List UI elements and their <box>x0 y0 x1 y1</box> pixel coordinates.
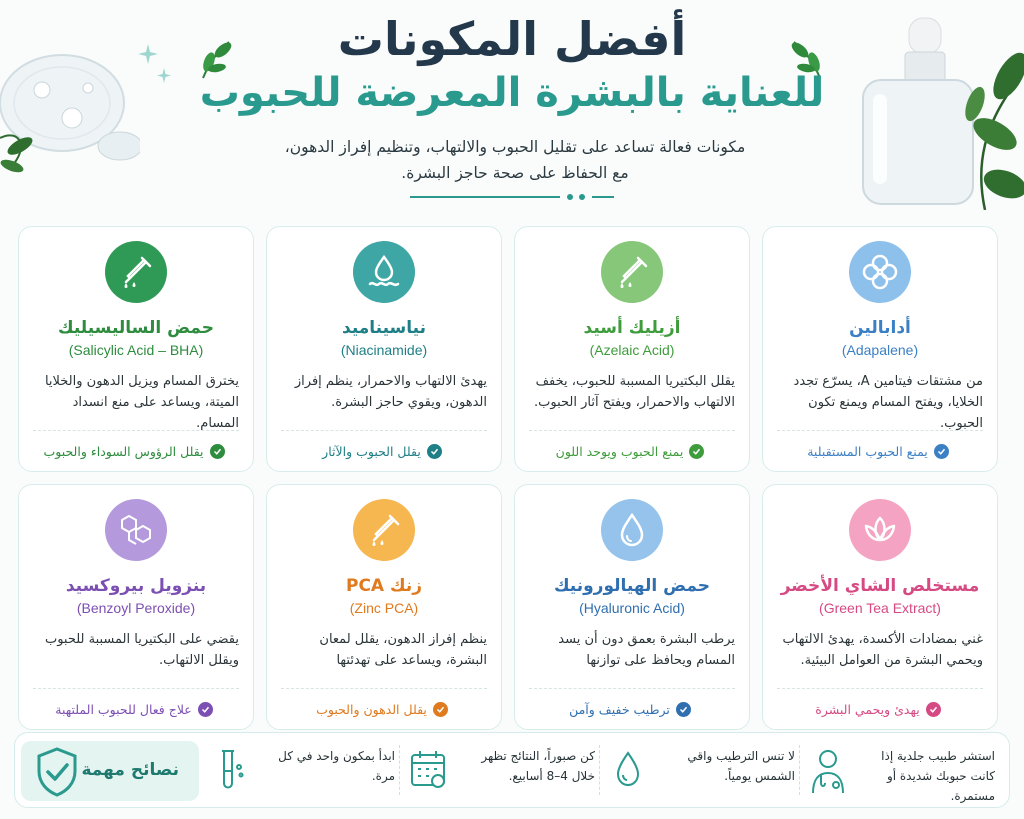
page-title: أفضل المكونات <box>337 12 687 66</box>
ingredient-description: يقضي على البكتيريا المسببة للحبوب ويقلل الالتهاب. <box>44 632 239 668</box>
dropper-icon <box>601 241 663 303</box>
ingredient-card <box>266 226 502 472</box>
check-circle-icon <box>433 702 448 717</box>
benefit-text: يقلل الرؤوس السوداء والحبوب <box>43 444 204 459</box>
tip-item <box>805 743 995 803</box>
title-divider <box>410 193 614 201</box>
test-tube-icon <box>205 743 251 799</box>
page-subtitle-heading: للعناية بالبشرة المعرضة للحبوب <box>199 70 825 116</box>
benefit-text: ترطيب خفيف وآمن <box>569 702 670 717</box>
benefit-text: علاج فعال للحبوب الملتهبة <box>55 702 192 717</box>
tips-badge <box>21 741 199 801</box>
ingredient-name: مستخلص الشاي الأخضر <box>780 576 980 596</box>
intro-text <box>250 134 780 186</box>
check-circle-icon <box>689 444 704 459</box>
ingredient-name-en: (Adapalene) <box>841 342 919 358</box>
ingredient-name-en: (Benzoyl Peroxide) <box>76 600 196 616</box>
tip-text: لا تنس الترطيب واقي الشمس يومياً. <box>687 749 795 783</box>
tip-text: ابدأ بمكون واحد في كل مرة. <box>278 749 395 783</box>
benefit <box>773 444 983 459</box>
check-circle-icon <box>926 702 941 717</box>
lotus-icon <box>849 499 911 561</box>
ingredient-name: حمض الهيالورونيك <box>553 576 711 596</box>
intro-line: مع الحفاظ على صحة حاجز البشرة. <box>401 164 629 182</box>
ingredient-name: أدابالين <box>849 318 911 338</box>
dropper-icon <box>105 241 167 303</box>
ingredient-description: غني بمضادات الأكسدة، يهدئ الالتهاب ويحمي البشرة من العوامل البيئية. <box>782 632 983 668</box>
check-circle-icon <box>427 444 442 459</box>
ingredient-name-en: (Salicylic Acid – BHA) <box>68 342 204 358</box>
benefit <box>277 444 487 459</box>
tip-divider <box>799 745 800 795</box>
ingredient-description: من مشتقات فيتامين A، يسرّع تجدد الخلايا، ويفتح المسام ويمنع تكون الحبوب. <box>793 374 983 431</box>
ingredient-name-en: (Zinc PCA) <box>349 600 419 616</box>
benefit <box>773 702 983 717</box>
tip-item <box>605 743 795 799</box>
benefit-text: يقلل الدهون والحبوب <box>316 702 427 717</box>
benefit <box>277 702 487 717</box>
ingredient-name-en: (Hyaluronic Acid) <box>579 600 685 616</box>
benefit <box>525 444 735 459</box>
divider <box>529 430 735 431</box>
dropper-icon <box>353 499 415 561</box>
ingredient-name: بنزويل بيروكسيد <box>65 576 207 596</box>
benefit-text: يهدئ ويحمي البشرة <box>815 702 920 717</box>
benefit-text: يقلل الحبوب والآثار <box>322 444 421 459</box>
calendar-icon <box>405 743 451 799</box>
ingredient-card <box>762 226 998 472</box>
ingredient-name: زنك PCA <box>345 576 422 596</box>
tip-text: استشر طبيب جلدية إذا كانت حبوبك شديدة أو مستمرة. <box>881 749 995 803</box>
check-circle-icon <box>934 444 949 459</box>
check-circle-icon <box>210 444 225 459</box>
divider <box>33 688 239 689</box>
ingredient-name-en: (Niacinamide) <box>340 342 428 358</box>
benefit <box>29 702 239 717</box>
check-circle-icon <box>676 702 691 717</box>
ingredient-card <box>514 226 750 472</box>
ingredient-description: ينظم إفراز الدهون، يقلل لمعان البشرة، ويساعد على تهدئتها <box>319 632 487 668</box>
tips-title: نصائح مهمة <box>81 760 179 780</box>
ingredient-name-en: (Green Tea Extract) <box>819 600 941 616</box>
divider <box>777 430 983 431</box>
tip-text: كن صبوراً، النتائج تظهر خلال 4–8 أسابيع. <box>481 749 595 783</box>
ingredient-description: يرطب البشرة بعمق دون أن يسد المسام ويحافظ على توازنها <box>558 632 735 668</box>
intro-line: مكونات فعالة تساعد على تقليل الحبوب والالتهاب، وتنظيم إفراز الدهون، <box>284 138 746 156</box>
divider <box>529 688 735 689</box>
water-drop-icon <box>353 241 415 303</box>
tip-divider <box>599 745 600 795</box>
ingredient-card <box>514 484 750 730</box>
shield-check-icon <box>27 741 87 801</box>
divider <box>777 688 983 689</box>
tip-item <box>405 743 595 799</box>
tips-bar <box>14 732 1010 808</box>
divider <box>281 430 487 431</box>
divider <box>33 430 239 431</box>
benefit <box>29 444 239 459</box>
benefit-text: يمنع الحبوب المستقبلية <box>807 444 928 459</box>
ingredient-name-en: (Azelaic Acid) <box>589 342 675 358</box>
ingredient-description: يهدئ الالتهاب والاحمرار، ينظم إفراز الدهون، ويقوي حاجز البشرة. <box>294 374 487 410</box>
ingredient-card <box>18 484 254 730</box>
divider <box>281 688 487 689</box>
ingredient-name: نياسيناميد <box>342 318 426 338</box>
ingredient-card <box>266 484 502 730</box>
tip-item <box>205 743 395 799</box>
ingredient-name: أزيليك أسيد <box>583 318 681 338</box>
ingredient-description: يخترق المسام ويزيل الدهون والخلايا الميتة، ويساعد على منع انسداد المسام. <box>44 374 239 431</box>
benefit <box>525 702 735 717</box>
droplet-icon <box>601 499 663 561</box>
tip-divider <box>399 745 400 795</box>
ingredient-card <box>18 226 254 472</box>
ingredient-name: حمض الساليسيليك <box>58 318 214 338</box>
droplet-icon <box>605 743 651 799</box>
ingredient-card <box>762 484 998 730</box>
ingredient-description: يقلل البكتيريا المسببة للحبوب، يخفف الالتهاب والاحمرار، ويفتح آثار الحبوب. <box>534 374 735 410</box>
molecule-icon <box>105 499 167 561</box>
doctor-icon <box>805 743 851 799</box>
header <box>0 0 1024 215</box>
flower-icon <box>849 241 911 303</box>
benefit-text: يمنع الحبوب ويوحد اللون <box>555 444 684 459</box>
check-circle-icon <box>198 702 213 717</box>
